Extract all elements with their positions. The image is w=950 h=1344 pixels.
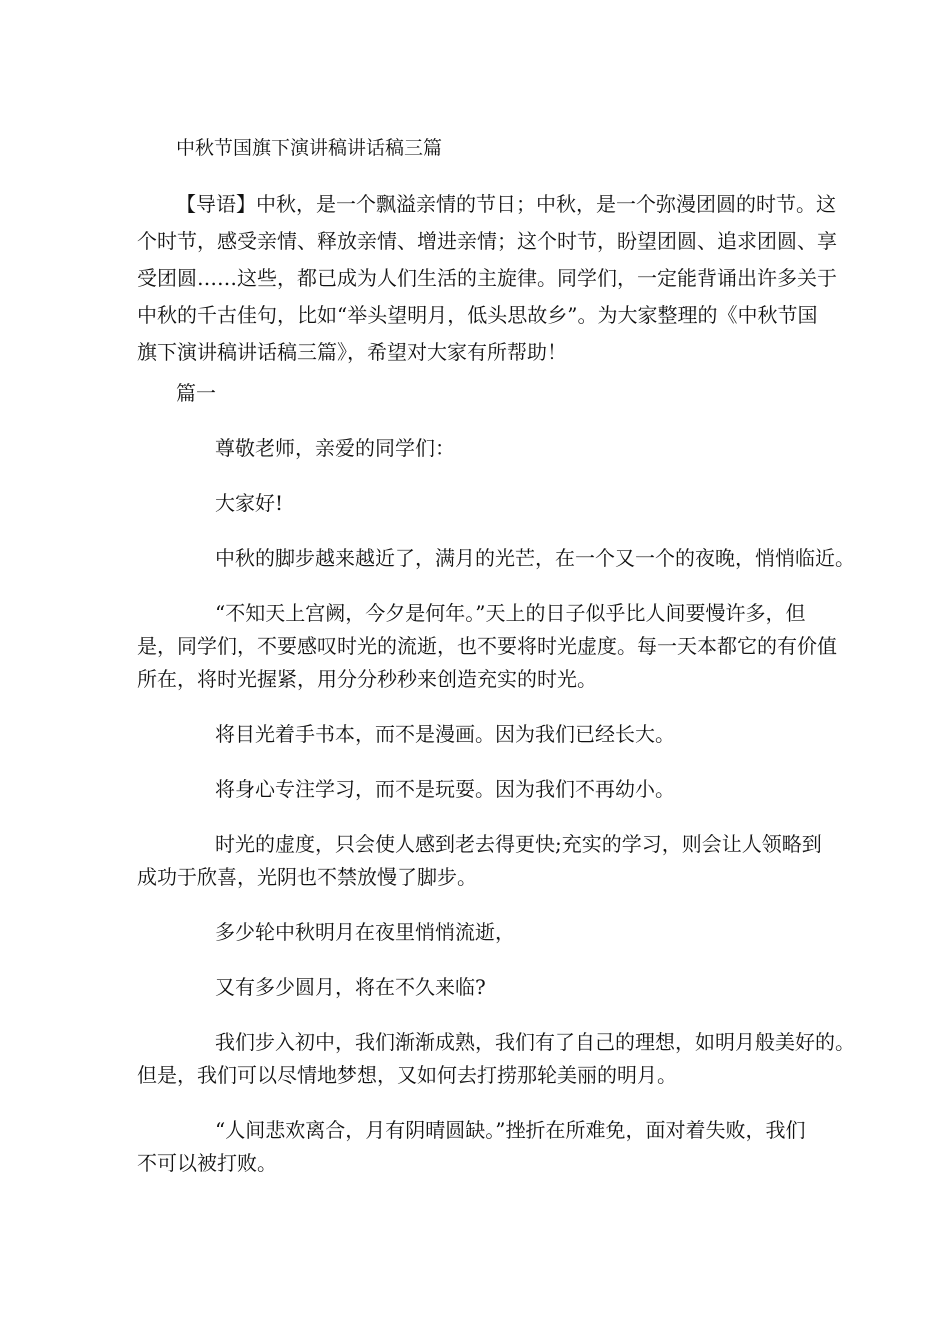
document-title: 中秋节国旗下演讲稿讲话稿三篇 bbox=[176, 137, 443, 159]
intro-line: 【导语】中秋，是一个飘溢亲情的节日；中秋，是一个弥漫团圆的时节。这 bbox=[176, 192, 836, 216]
paragraph-line: “人间悲欢离合，月有阴晴圆缺。”挫折在所难免，面对着失败，我们 bbox=[215, 1118, 806, 1142]
paragraph-line: 不可以被打败。 bbox=[137, 1151, 277, 1175]
speech-paragraph: 将身心专注学习，而不是玩耍。因为我们不再幼小。 bbox=[215, 777, 675, 801]
paragraph-line: 是，同学们，不要感叹时光的流逝，也不要将时光虚度。每一天本都它的有价值 bbox=[137, 634, 837, 658]
paragraph-line: “不知天上宫阙，今夕是何年。”天上的日子似乎比人间要慢许多，但 bbox=[215, 601, 806, 625]
paragraph-line: 成功于欣喜，光阴也不禁放慢了脚步。 bbox=[137, 865, 477, 889]
paragraph-line: 所在，将时光握紧，用分分秒秒来创造充实的时光。 bbox=[137, 667, 597, 691]
intro-line: 中秋的千古佳句，比如“举头望明月，低头思故乡”。为大家整理的《中秋节国 bbox=[137, 303, 818, 327]
paragraph-line: 但是，我们可以尽情地梦想，又如何去打捞那轮美丽的明月。 bbox=[137, 1063, 677, 1087]
section-heading: 篇一 bbox=[176, 381, 216, 405]
speech-paragraph: 将目光着手书本，而不是漫画。因为我们已经长大。 bbox=[215, 722, 675, 746]
paragraph-line: 我们步入初中，我们渐渐成熟，我们有了自己的理想，如明月般美好的。 bbox=[215, 1030, 855, 1054]
speech-greeting: 大家好! bbox=[215, 491, 284, 515]
speech-paragraph: 中秋的脚步越来越近了，满月的光芒，在一个又一个的夜晚，悄悄临近。 bbox=[215, 546, 855, 570]
intro-line: 旗下演讲稿讲话稿三篇》，希望对大家有所帮助！ bbox=[137, 340, 567, 364]
intro-line: 受团圆……这些，都已成为人们生活的主旋律。同学们，一定能背诵出许多关于 bbox=[137, 266, 837, 290]
intro-line: 个时节，感受亲情、释放亲情、增进亲情；这个时节，盼望团圆、追求团圆、享 bbox=[137, 229, 837, 253]
speech-paragraph: 又有多少圆月，将在不久来临? bbox=[215, 975, 486, 999]
paragraph-line: 时光的虚度，只会使人感到老去得更快;充实的学习，则会让人领略到 bbox=[215, 832, 822, 856]
speech-salutation: 尊敬老师，亲爱的同学们： bbox=[215, 436, 455, 460]
speech-paragraph: 多少轮中秋明月在夜里悄悄流逝， bbox=[215, 920, 515, 944]
